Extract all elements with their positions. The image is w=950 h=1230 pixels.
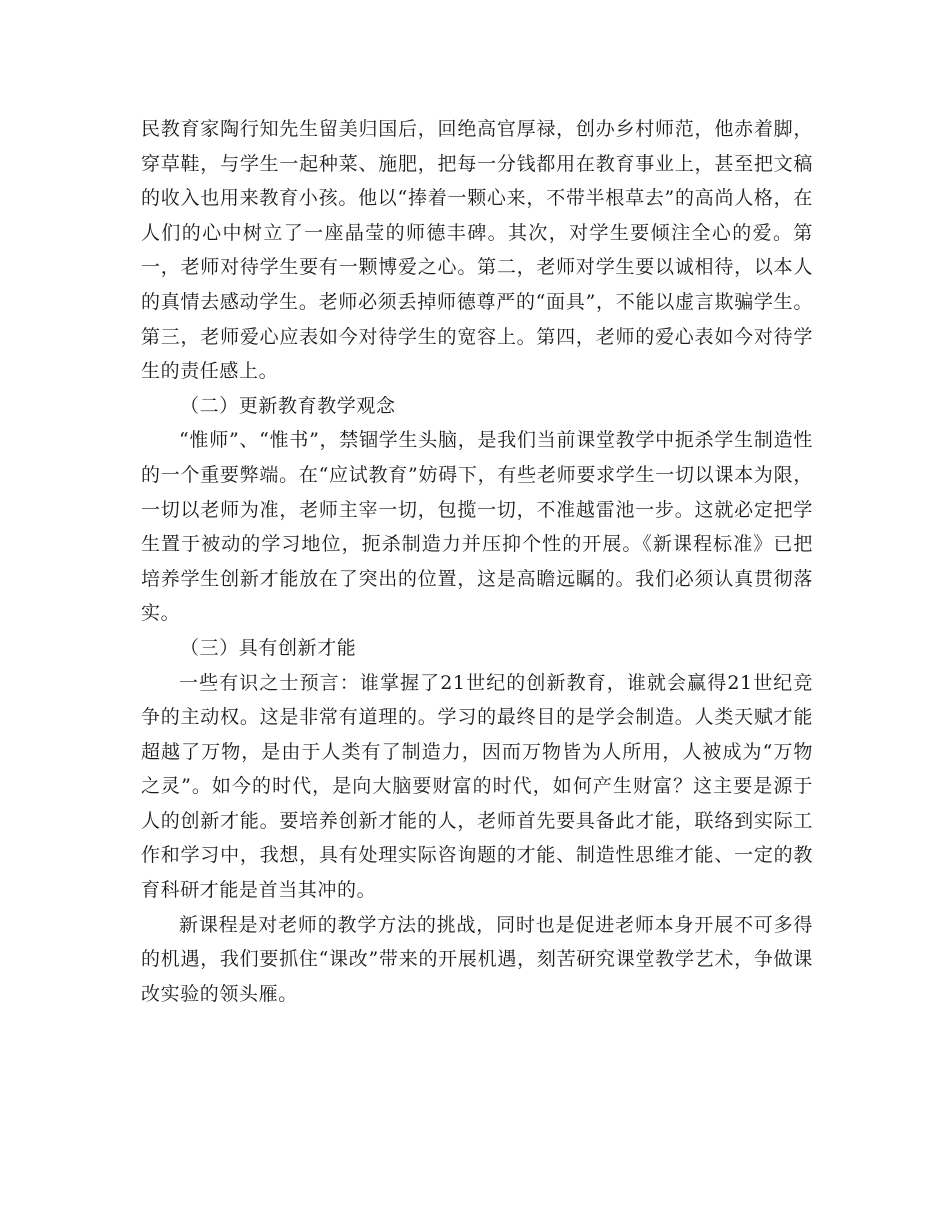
document-body bbox=[141, 112, 813, 1011]
paragraph-update-concepts: “惟师”、“惟书”，禁锢学生头脑，是我们当前课堂教学中扼杀学生制造性的一个重要弊端。在“应试教育”妨碍下，有些老师要求学生一切以课本为限，一切以老师为准，老师主宰一切，包揽一切，不准越雷池一步。这就必定把学生置于被动的学习地位，扼杀制造力并压抑个性的开展。《新课程标准》已把培养学生创新才能放在了突出的位置，这是高瞻远瞩的。我们必须认真贯彻落实。 bbox=[141, 429, 813, 625]
paragraph-teacher-love: 民教育家陶行知先生留美归国后，回绝高官厚禄，创办乡村师范，他赤着脚，穿草鞋，与学生一起种菜、施肥，把每一分钱都用在教育事业上，甚至把文稿的收入也用来教育小孩。他以“捧着一颗心来，不带半根草去”的高尚人格，在人们的心中树立了一座晶莹的师德丰碑。其次，对学生要倾注全心的爱。第一，老师对待学生要有一颗博爱之心。第二，老师对学生要以诚相待，以本人的真情去感动学生。老师必须丢掉师德尊严的“面具”，不能以虚言欺骗学生。第三，老师爱心应表如今对待学生的宽容上。第四，老师的爱心表如今对待学生的责任感上。 bbox=[141, 118, 813, 383]
paragraph-innovation: 一些有识之士预言：谁掌握了21世纪的创新教育，谁就会赢得21世纪竞争的主动权。这是非常有道理的。学习的最终目的是学会制造。人类天赋才能超越了万物，是由于人类有了制造力，因而万物皆为人所用，人被成为“万物之灵”。如今的时代，是向大脑要财富的时代，如何产生财富？这主要是源于人的创新才能。要培养创新才能的人，老师首先要具备此才能，联络到实际工作和学习中，我想，具有处理实际咨询题的才能、制造性思维才能、一定的教育科研才能是首当其冲的。 bbox=[141, 671, 813, 902]
section-heading-update-concepts: （二）更新教育教学观念 bbox=[180, 394, 396, 417]
paragraph-conclusion: 新课程是对老师的教学方法的挑战，同时也是促进老师本身开展不可多得的机遇，我们要抓住“课改”带来的开展机遇，刻苦研究课堂教学艺术，争做课改实验的领头雁。 bbox=[141, 913, 813, 1005]
section-heading-innovation: （三）具有创新才能 bbox=[180, 636, 357, 659]
